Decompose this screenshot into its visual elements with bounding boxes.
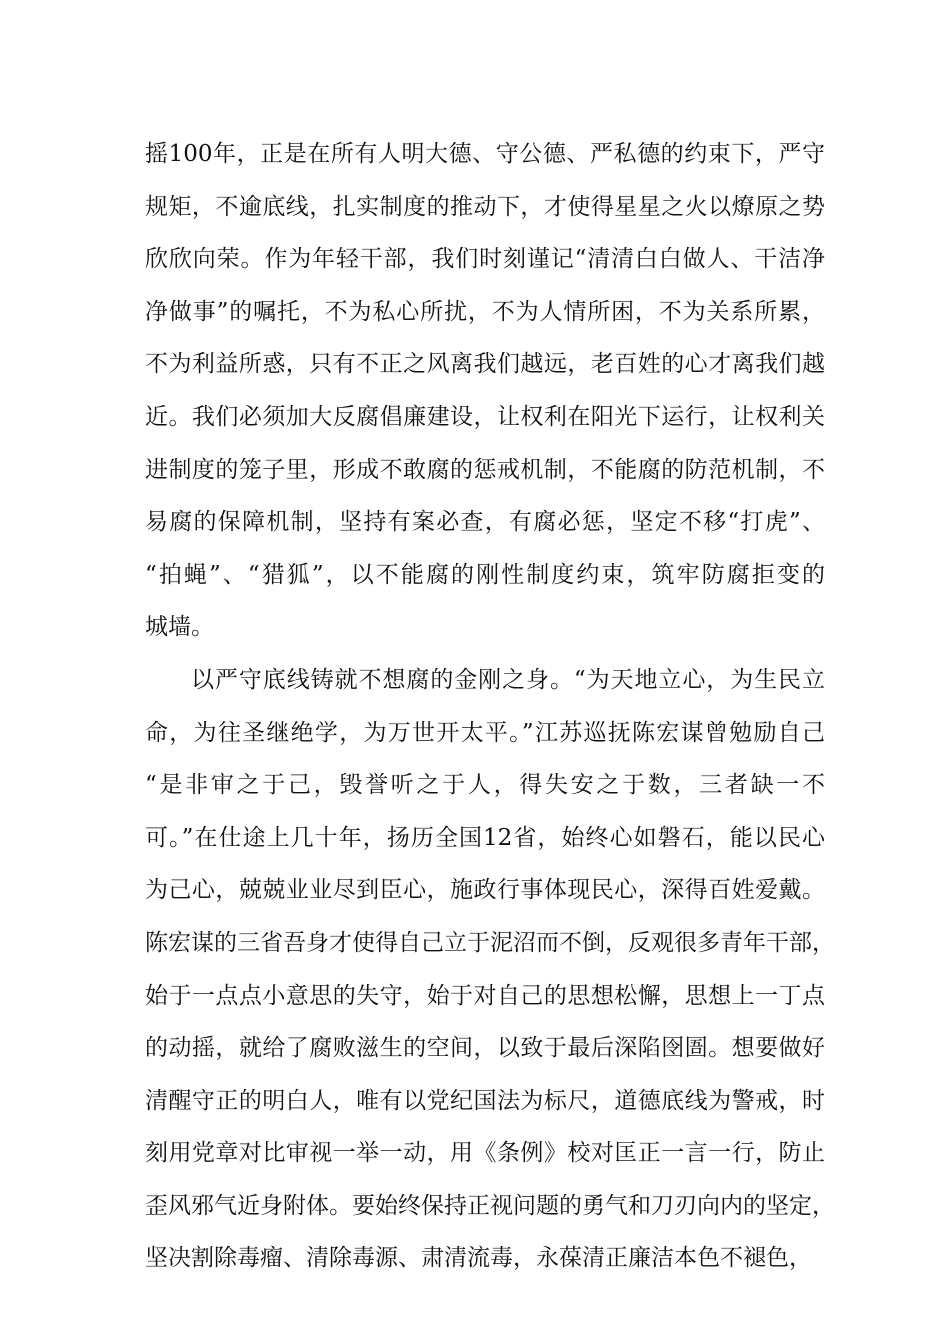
text-line: 的动摇，就给了腐败滋生的空间，以致于最后深陷囹圄。想要做好 bbox=[145, 1035, 825, 1062]
text-line: 进制度的笼子里，形成不敢腐的惩戒机制，不能腐的防范机制，不 bbox=[145, 456, 825, 483]
text-line: “拍蝇”、“猎狐”，以不能腐的刚性制度约束，筑牢防腐拒变的 bbox=[145, 561, 825, 588]
text-line: 不为利益所惑，只有不正之风离我们越远，老百姓的心才离我们越 bbox=[145, 351, 825, 378]
paragraph-start-line: 以严守底线铸就不想腐的金刚之身。“为天地立心，为生民立 bbox=[191, 666, 825, 693]
text-line: 易腐的保障机制，坚持有案必查，有腐必惩，坚定不移“打虎”、 bbox=[145, 509, 825, 536]
body-text bbox=[145, 128, 835, 1285]
text-line: 清醒守正的明白人，唯有以党纪国法为标尺，道德底线为警戒，时 bbox=[145, 1087, 825, 1114]
text-line: 始于一点点小意思的失守，始于对自己的思想松懈，思想上一丁点 bbox=[145, 982, 825, 1009]
text-line: 命，为往圣继绝学，为万世开太平。”江苏巡抚陈宏谋曾勉励自己 bbox=[145, 719, 825, 746]
text-line: 可。”在仕途上几十年，扬历全国12省，始终心如磐石，能以民心 bbox=[145, 824, 825, 851]
text-line: 欣欣向荣。作为年轻干部，我们时刻谨记“清清白白做人、干洁净 bbox=[145, 246, 825, 273]
text-line: 规矩，不逾底线，扎实制度的推动下，才使得星星之火以燎原之势 bbox=[145, 193, 825, 220]
paragraph-end-line: 城墙。 bbox=[145, 614, 214, 641]
text-line: “是非审之于己，毁誉听之于人，得失安之于数，三者缺一不 bbox=[145, 772, 825, 799]
text-line: 歪风邪气近身附体。要始终保持正视问题的勇气和刀刃向内的坚定， bbox=[145, 1192, 835, 1219]
text-line: 陈宏谋的三省吾身才使得自己立于泥沼而不倒，反观很多青年干部， bbox=[145, 929, 835, 956]
text-line: 近。我们必须加大反腐倡廉建设，让权利在阳光下运行，让权利关 bbox=[145, 403, 825, 430]
text-line: 净做事”的嘱托，不为私心所扰，不为人情所困，不为关系所累， bbox=[145, 298, 825, 325]
text-line: 为己心，兢兢业业尽到臣心，施政行事体现民心，深得百姓爱戴。 bbox=[145, 877, 825, 904]
text-line: 刻用党章对比审视一举一动，用《条例》校对匡正一言一行，防止 bbox=[145, 1140, 825, 1167]
text-line: 摇100年，正是在所有人明大德、守公德、严私德的约束下，严守 bbox=[145, 141, 825, 167]
text-line: 坚决割除毒瘤、清除毒源、肃清流毒，永葆清正廉洁本色不褪色， bbox=[145, 1245, 812, 1272]
